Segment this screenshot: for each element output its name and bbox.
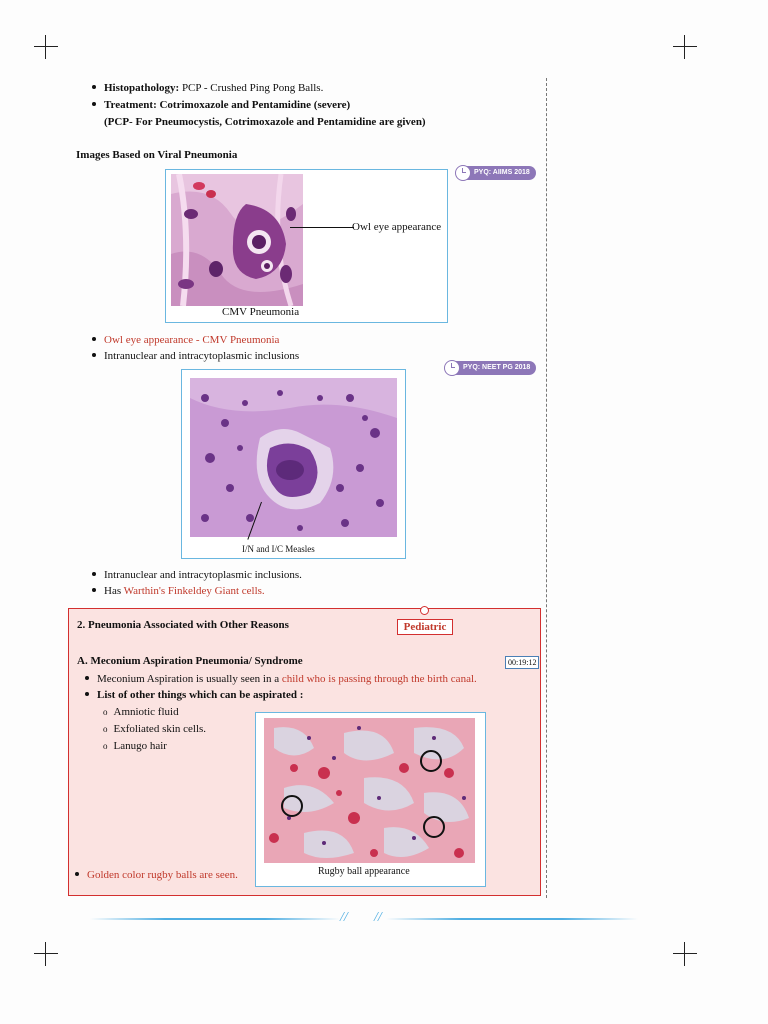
figure-cmv [165,169,448,323]
bullet-histopathology: Histopathology: PCP - Crushed Ping Pong Balls. [92,80,323,96]
bullet-aspirated-list: List of other things which can be aspirated : [85,687,303,703]
bullet-meconium: Meconium Aspiration is usually seen in a child who is passing through the birth canal. [85,671,477,687]
crop-mark [673,35,697,59]
footer-break-mark: // [374,910,382,925]
tag-pin-icon [420,606,429,615]
crop-mark [34,35,58,59]
pyq-badge: PYQ: AIIMS 2018 [458,166,536,180]
rugby-ball-marker [423,816,445,838]
rugby-ball-marker [420,750,442,772]
sub-item: o Amniotic fluid [103,706,179,718]
crop-mark [673,942,697,966]
cmv-micrograph-image [171,174,303,306]
subheading-meconium: A. Meconium Aspiration Pneumonia/ Syndrome [77,655,303,667]
footer-line [386,918,638,920]
bullet-treatment: Treatment: Cotrimoxazole and Pentamidine (severe) [92,97,350,113]
crop-mark [34,942,58,966]
clock-icon [455,165,471,181]
owl-eye-label: Owl eye appearance [352,221,442,233]
meconium-micrograph-image [264,718,475,863]
footer-line [90,918,340,920]
pneumonia-other-reasons-box [68,608,541,896]
measles-micrograph-image [190,378,397,537]
margin-divider [546,78,547,898]
bullet-inclusions: Intranuclear and intracytoplasmic inclusions [92,348,299,364]
figure-rugby [255,712,486,887]
figure-caption: Rugby ball appearance [318,866,410,877]
footer-break-mark: // [340,910,348,925]
figure-caption: I/N and I/C Measles [242,544,315,554]
rugby-ball-marker [281,795,303,817]
timestamp-badge[interactable]: 00:19:12 [505,656,539,669]
figure-caption: CMV Pneumonia [222,306,300,318]
pyq-badge: PYQ: NEET PG 2018 [447,361,536,375]
bullet-warthin: Has Warthin's Finkeldey Giant cells. [92,583,265,599]
bullet-owl-eye: Owl eye appearance - CMV Pneumonia [92,332,279,348]
sub-item: o Exfoliated skin cells. [103,723,207,735]
heading-viral-pneumonia: Images Based on Viral Pneumonia [76,149,238,161]
treatment-note: (PCP- For Pneumocystis, Cotrimoxazole and Pentamidine are given) [104,116,426,128]
pointer-line [290,227,354,228]
bullet-golden-rugby: Golden color rugby balls are seen. [75,867,238,883]
sub-item: o Lanugo hair [103,740,167,752]
clock-icon [444,360,460,376]
box-title: 2. Pneumonia Associated with Other Reasons [77,619,289,631]
bullet-inclusions: Intranuclear and intracytoplasmic inclusions. [92,567,302,583]
pediatric-tag: Pediatric [397,619,453,635]
figure-measles [181,369,406,559]
